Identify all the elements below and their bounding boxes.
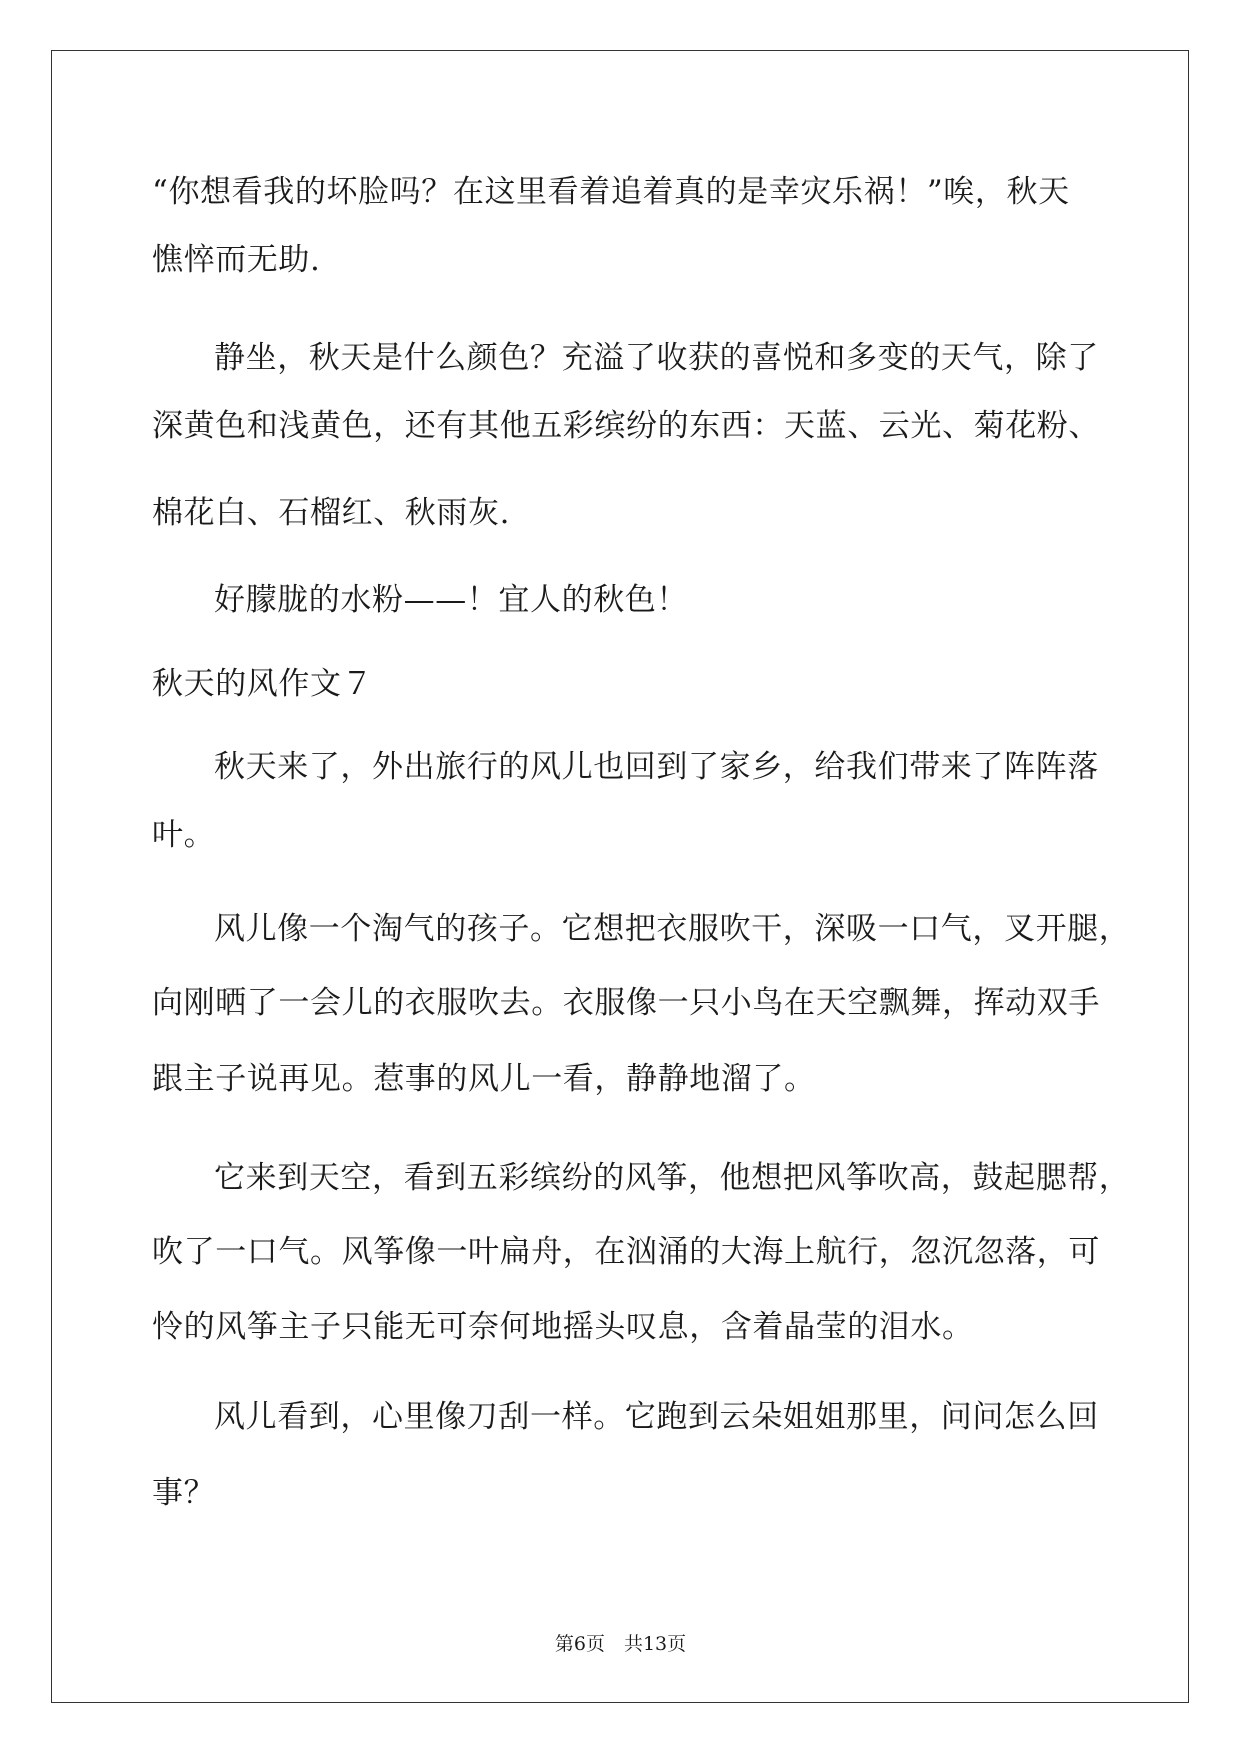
text-line: 好朦胧的水粉——！宜人的秋色！: [214, 582, 688, 618]
text-line: 叶。: [152, 817, 216, 853]
text-line: 风儿看到，心里像刀刮一样。它跑到云朵姐姐那里，问问怎么回: [214, 1399, 1099, 1435]
text-line: 棉花白、石榴红、秋雨灰.: [152, 495, 511, 531]
text-line: 憔悴而无助.: [152, 242, 321, 278]
text-line: 它来到天空，看到五彩缤纷的风筝，他想把风筝吹高，鼓起腮帮，: [214, 1160, 1131, 1196]
text-line: 跟主子说再见。惹事的风儿一看，静静地溜了。: [152, 1061, 816, 1097]
text-line: 吹了一口气。风筝像一叶扁舟，在汹涌的大海上航行，忽沉忽落，可: [152, 1234, 1100, 1270]
text-line: “你想看我的坏脸吗？在这里看着追着真的是幸灾乐祸！”唉，秋天: [152, 174, 1070, 210]
section-heading: 秋天的风作文７: [152, 666, 374, 702]
text-line: 向刚晒了一会儿的衣服吹去。衣服像一只小鸟在天空飘舞，挥动双手: [152, 985, 1100, 1021]
text-line: 事？: [152, 1475, 216, 1511]
text-line: 秋天来了，外出旅行的风儿也回到了家乡，给我们带来了阵阵落: [214, 749, 1099, 785]
text-line: 静坐，秋天是什么颜色？充溢了收获的喜悦和多变的天气，除了: [214, 340, 1099, 376]
page-border: [51, 50, 1189, 1703]
text-line: 怜的风筝主子只能无可奈何地摇头叹息，含着晶莹的泪水。: [152, 1309, 974, 1345]
page-number-footer: 第6页 共13页: [554, 1633, 687, 1655]
text-line: 风儿像一个淘气的孩子。它想把衣服吹干，深吸一口气，叉开腿，: [214, 911, 1131, 947]
text-line: 深黄色和浅黄色，还有其他五彩缤纷的东西：天蓝、云光、菊花粉、: [152, 408, 1100, 444]
